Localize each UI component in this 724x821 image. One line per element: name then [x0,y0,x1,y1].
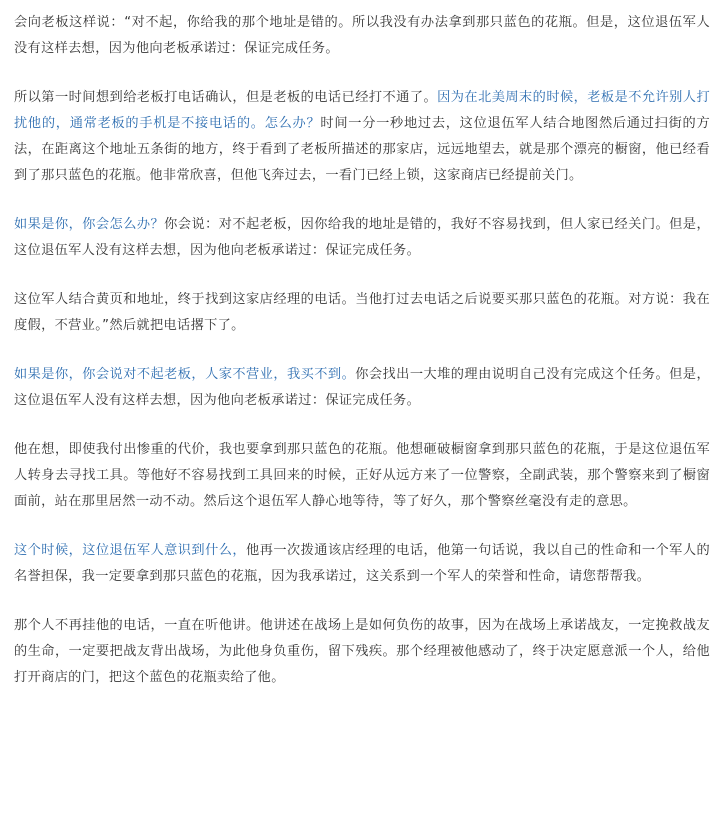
paragraph [14,437,710,515]
paragraph [14,538,710,590]
paragraph [14,362,710,414]
paragraph-text: 那个人不再挂他的电话，一直在听他讲。他讲述在战场上是如何负伤的故事，因为在战场上承诺战友，一定挽救战友的生命，一定要把战友背出战场，为此他身负重伤，留下残疾。那个经理被他感动了，终于决定愿意派一个人，给他打开商店的门，把这个蓝色的花瓶卖给了他。 [14,618,710,685]
paragraph-text: 时间一分一秒地过去，这位退伍军人结合地图然后通过扫街的方法，在距离这个地址五条街的地方，终于看到了老板所描述的那家店，远远地望去，就是那个漂亮的橱窗，他已经看到了那只蓝色的花瓶。他非常欣喜，但他飞奔过去，一看门已经上锁，这家商店已经提前关门。 [14,116,710,183]
paragraph-text: 你会找出一大堆的理由说明自己没有完成这个任务。但是，这位退伍军人没有这样去想，因为他向老板承诺过：保证完成任务。 [14,367,710,408]
paragraph [14,10,710,62]
highlighted-text: 如果是你，你会怎么办？ [14,217,165,232]
highlighted-text: 这个时候，这位退伍军人意识到什么， [14,543,247,558]
paragraph [14,212,710,264]
paragraph-text: 他再一次拨通该店经理的电话，他第一句话说，我以自己的性命和一个军人的名誉担保，我一定要拿到那只蓝色的花瓶，因为我承诺过，这关系到一个军人的荣誉和性命，请您帮帮我。 [14,543,711,584]
paragraph-text: 会向老板这样说：“对不起，你给我的那个地址是错的。所以我没有办法拿到那只蓝色的花瓶。但是，这位退伍军人没有这样去想，因为他向老板承诺过：保证完成任务。 [14,15,710,56]
paragraph-text: 所以第一时间想到给老板打电话确认，但是老板的电话已经打不通了。 [14,90,438,105]
paragraph-text: 这位军人结合黄页和地址，终于找到这家店经理的电话。当他打过去电话之后说要买那只蓝色的花瓶。对方说：我在度假，不营业。”然后就把电话撂下了。 [14,292,710,333]
paragraph-text: 他在想，即使我付出惨重的代价，我也要拿到那只蓝色的花瓶。他想砸破橱窗拿到那只蓝色的花瓶，于是这位退伍军人转身去寻找工具。等他好不容易找到工具回来的时候，正好从远方来了一位警察，全副武装，那个警察来到了橱窗面前，站在那里居然一动不动。然后这个退伍军人静心地等待，等了好久，那个警察丝毫没有走的意思。 [14,442,710,509]
paragraph [14,287,710,339]
highlighted-text: 因为在北美周末的时候，老板是不允许别人打扰他的，通常老板的手机是不接电话的。怎么办？ [14,90,710,131]
paragraph [14,85,710,189]
highlighted-text: 如果是你，你会说对不起老板，人家不营业，我买不到。 [14,367,356,382]
paragraph-text: 你会说：对不起老板，因你给我的地址是错的，我好不容易找到，但人家已经关门。但是，这位退伍军人没有这样去想，因为他向老板承诺过：保证完成任务。 [14,217,710,258]
paragraph [14,613,710,691]
